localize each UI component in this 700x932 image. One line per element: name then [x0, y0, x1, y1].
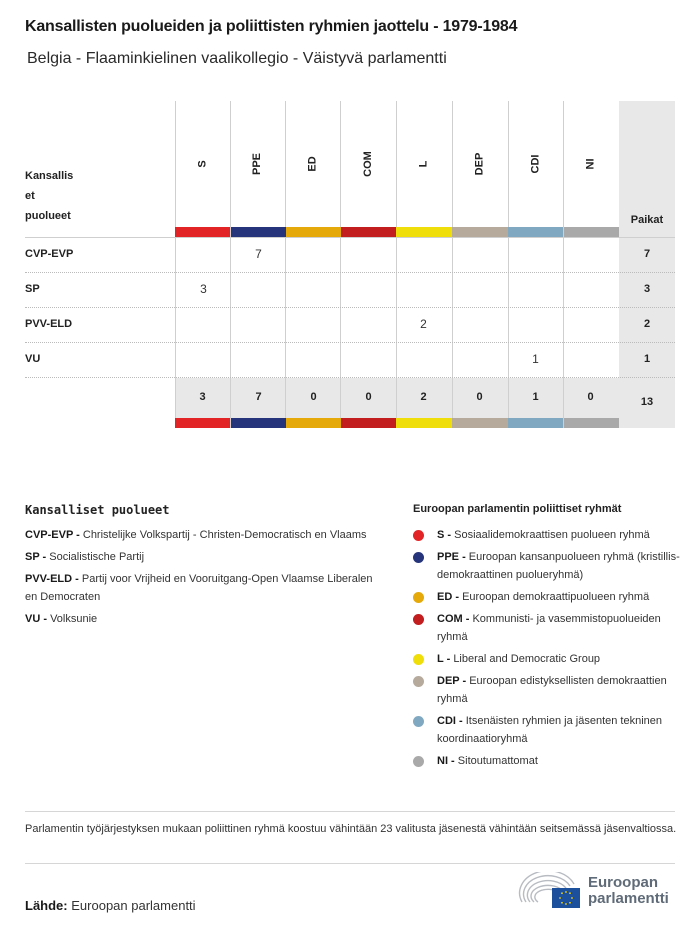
color-bar-ed	[286, 227, 341, 237]
groups-legend-title: Euroopan parlamentin poliittiset ryhmät	[413, 503, 622, 515]
divider	[25, 811, 675, 812]
column-header-dep: DEP	[473, 152, 486, 176]
seat-cell: 2	[420, 317, 427, 331]
legend-item: DEP - Euroopan edistyksellisten demokraattien ryhmä	[413, 672, 683, 708]
legend-item: COM - Kommunisti- ja vasemmistopuolueiden ryhmä	[413, 610, 683, 646]
row-total: 7	[643, 248, 651, 260]
legend-item: L - Liberal and Democratic Group	[413, 650, 683, 668]
page-title: Kansallisten puolueiden ja poliittisten ryhmien jaottelu - 1979-1984	[25, 18, 518, 35]
paikat-header: Paikat	[630, 214, 664, 226]
page-subtitle: Belgia - Flaaminkielinen vaalikollegio - Väistyvä parlamentti	[27, 50, 447, 67]
color-bar-ni	[564, 227, 619, 237]
color-dot-icon	[413, 654, 424, 665]
national-legend	[25, 526, 380, 632]
party-label: VU	[25, 353, 41, 365]
column-header-com: COM	[361, 151, 374, 177]
color-bar-com	[341, 418, 396, 428]
color-bar-com	[341, 227, 396, 237]
color-dot-icon	[413, 676, 424, 687]
color-bar-l	[396, 227, 452, 237]
color-bar-s	[175, 227, 230, 237]
groups-legend	[413, 526, 683, 774]
color-bar-cdi	[508, 227, 563, 237]
color-bar-dep	[452, 227, 508, 237]
column-header-cdi: CDI	[529, 154, 542, 174]
color-bar-cdi	[508, 418, 563, 428]
row-divider	[25, 377, 675, 378]
legend-item: PVV-ELD - Partij voor Vrijheid en Vooruitgang-Open Vlaamse Liberalen en Democraten	[25, 573, 373, 603]
color-dot-icon	[413, 614, 424, 625]
column-total: 0	[310, 391, 317, 403]
legend-item: PPE - Euroopan kansanpuolueen ryhmä (kristillis-demokraattinen puolueryhmä)	[413, 548, 683, 584]
column-header-ed: ED	[306, 156, 319, 172]
column-header-l: L	[417, 160, 430, 168]
row-total: 1	[643, 353, 651, 365]
logo-text: Euroopan parlamentti	[588, 874, 669, 907]
row-header-label: Kansallis et puolueet	[25, 170, 74, 222]
column-header-ni: NI	[584, 158, 597, 170]
color-bar-dep	[452, 418, 508, 428]
column-header-ppe: PPE	[251, 152, 264, 176]
row-divider	[25, 307, 675, 308]
legend-item: CVP-EVP - Christelijke Volkspartij - Christen-Democratisch en Vlaams	[25, 529, 367, 541]
party-label: PVV-ELD	[25, 318, 73, 330]
legend-item: CDI - Itsenäisten ryhmien ja jäsenten tekninen koordinaatioryhmä	[413, 712, 683, 748]
hemicycle-flag-icon	[518, 872, 582, 910]
seat-cell: 7	[255, 247, 262, 261]
row-divider	[25, 272, 675, 273]
paikat-column-bg	[619, 101, 675, 428]
source: Lähde: Euroopan parlamentti	[25, 898, 196, 913]
color-bar-s	[175, 418, 230, 428]
color-dot-icon	[413, 716, 424, 727]
column-total: 1	[532, 391, 539, 403]
color-bar-ed	[286, 418, 341, 428]
row-divider	[25, 342, 675, 343]
color-bar-ni	[564, 418, 619, 428]
column-total: 0	[476, 391, 483, 403]
legend-item: NI - Sitoutumattomat	[413, 752, 683, 770]
footnote: Parlamentin työjärjestyksen mukaan poliittinen ryhmä koostuu vähintään 23 valitusta jäsenestä vähintään seitsemässä jäsenvaltiossa.	[25, 823, 677, 835]
color-dot-icon	[413, 530, 424, 541]
legend-item: SP - Socialistische Partij	[25, 551, 145, 563]
color-bar-ppe	[231, 227, 286, 237]
color-bar-ppe	[231, 418, 286, 428]
national-legend-title: Kansalliset puolueet	[25, 503, 170, 517]
color-bar-l	[396, 418, 452, 428]
column-total: 0	[365, 391, 372, 403]
column-total: 7	[255, 391, 262, 403]
legend-item: ED - Euroopan demokraattipuolueen ryhmä	[413, 588, 683, 606]
color-dot-icon	[413, 552, 424, 563]
column-total: 3	[199, 391, 206, 403]
party-label: SP	[25, 283, 40, 295]
seat-cell: 1	[532, 352, 539, 366]
header-divider	[25, 237, 675, 238]
seat-cell: 3	[200, 282, 207, 296]
party-label: CVP-EVP	[25, 248, 74, 260]
color-dot-icon	[413, 756, 424, 767]
ep-logo	[518, 872, 669, 910]
divider	[25, 863, 675, 864]
grand-total: 13	[640, 396, 654, 408]
column-header-s: S	[196, 160, 209, 168]
color-dot-icon	[413, 592, 424, 603]
legend-item: VU - Volksunie	[25, 613, 98, 625]
column-total: 2	[420, 391, 427, 403]
column-total: 0	[587, 391, 594, 403]
row-total: 2	[643, 318, 651, 330]
row-total: 3	[643, 283, 651, 295]
legend-item: S - Sosiaalidemokraattisen puolueen ryhmä	[413, 526, 683, 544]
